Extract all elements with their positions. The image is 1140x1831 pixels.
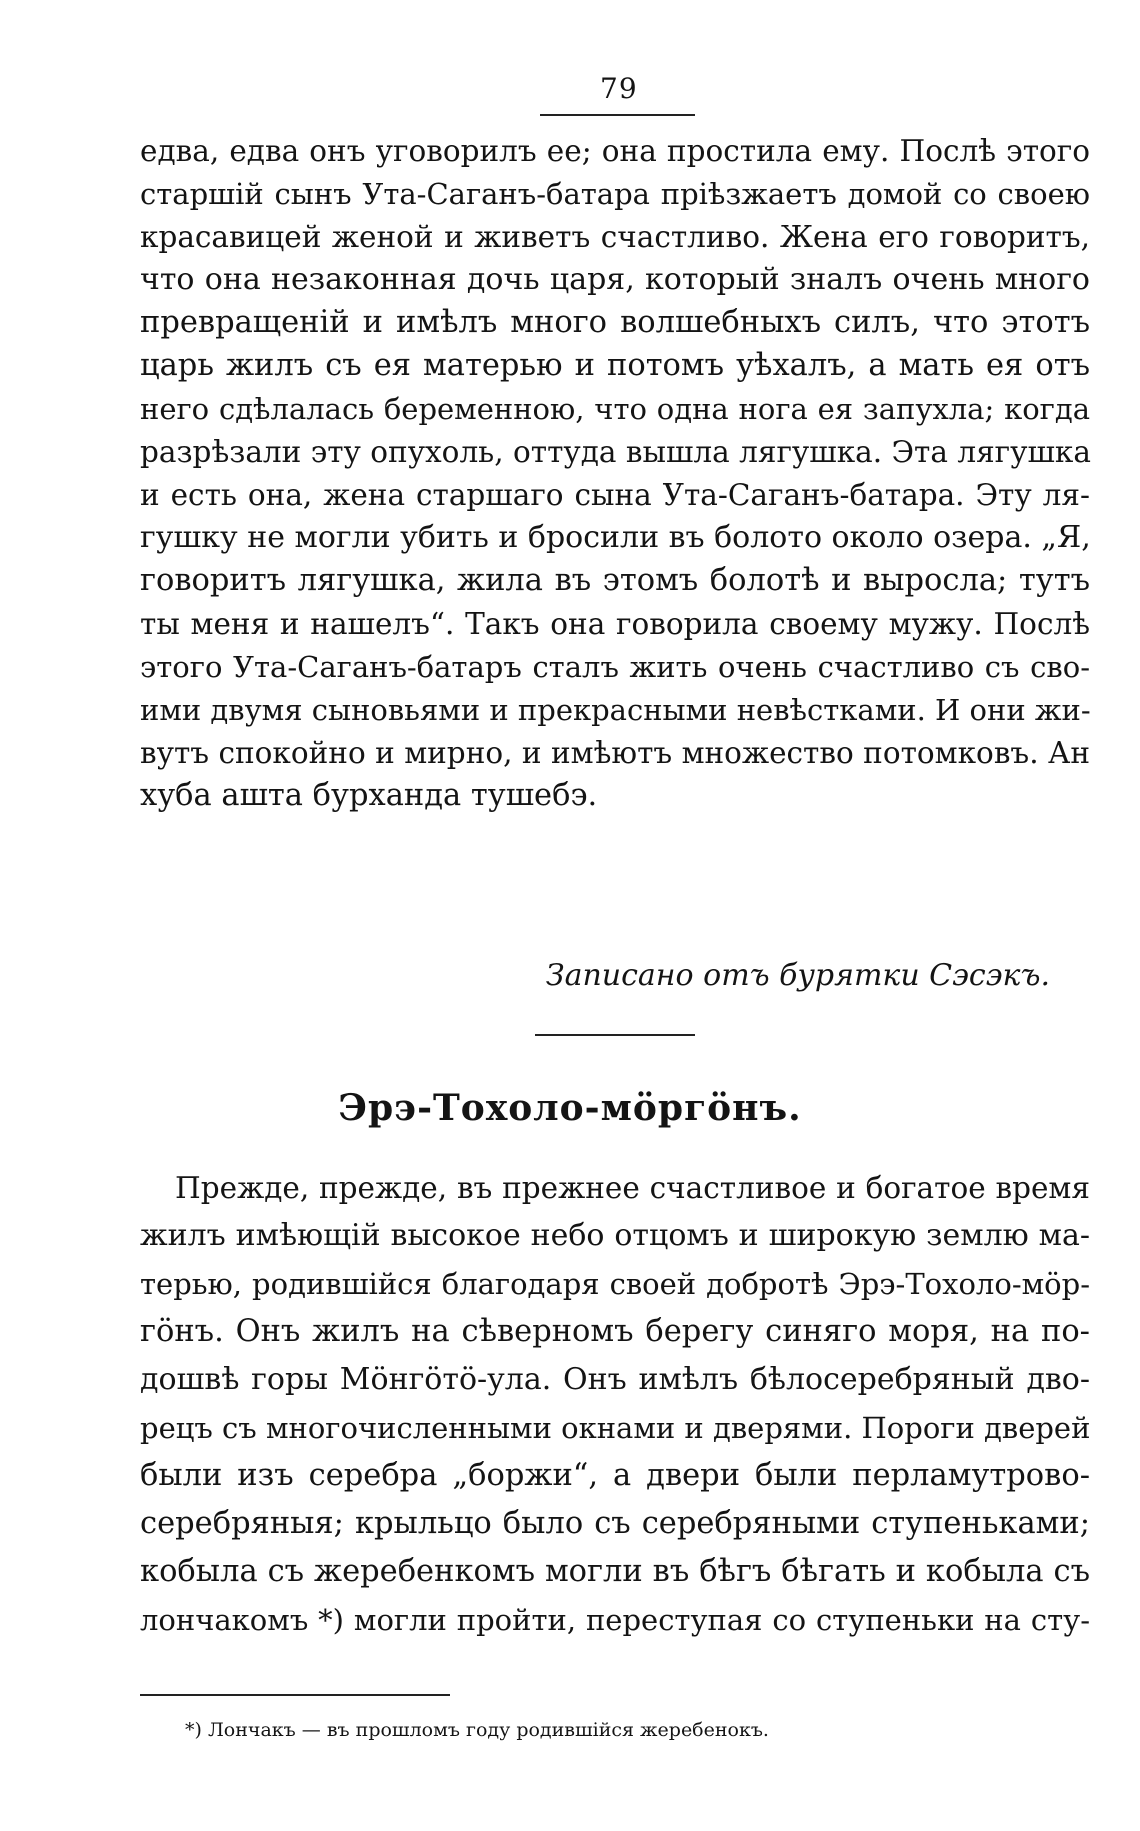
attribution: Записано отъ бурятки Сэсэкъ.	[545, 958, 1050, 993]
text-line: гöнъ. Онъ жилъ на сѣверномъ берегу синяго моря, на по-	[140, 1314, 1090, 1349]
text-line: Прежде, прежде, въ прежнее счастливое и богатое время	[175, 1171, 1090, 1205]
header-rule	[540, 114, 695, 116]
text-line: серебряныя; крыльцо было съ серебряными ступеньками;	[140, 1506, 1090, 1541]
text-line: превращеній и имѣлъ много волшебныхъ силъ, что этотъ	[140, 305, 1090, 340]
text-line: хуба ашта бурханда тушебэ.	[140, 778, 598, 813]
text-line: него сдѣлалась беременною, что одна нога ея запухла; когда	[140, 392, 1090, 426]
text-line: рецъ съ многочисленными окнами и дверями. Пороги дверей	[140, 1411, 1091, 1445]
text-line: говоритъ лягушка, жила въ этомъ болотѣ и выросла; тутъ	[140, 563, 1090, 598]
text-line: царь жилъ съ ея матерью и потомъ уѣхалъ, а мать ея отъ	[140, 348, 1090, 383]
text-line: гушку не могли убить и бросили въ болото около озера. „Я,	[140, 520, 1091, 555]
text-line: этого Ута-Саганъ-батаръ сталъ жить очень счастливо съ сво-	[140, 650, 1090, 684]
text-line: лончакомъ *) могли пройти, переступая со ступеньки на сту-	[140, 1603, 1090, 1637]
text-line: старшій сынъ Ута-Саганъ-батара пріѣзжаетъ домой со своею	[140, 177, 1090, 211]
text-line: что она незаконная дочь царя, который зналъ очень много	[140, 262, 1090, 297]
text-line: красавицей женой и живетъ счастливо. Жена его говоритъ,	[140, 220, 1090, 254]
text-line: терью, родившійся благодаря своей добротѣ Эрэ-Тохоло-мöр-	[140, 1267, 1090, 1301]
text-line: дошвѣ горы Мöнгöтö-ула. Онъ имѣлъ бѣлосеребряный дво-	[140, 1362, 1090, 1397]
footnote: *) Лончакъ — въ прошломъ году родившійся жеребенокъ.	[185, 1719, 769, 1741]
text-line: кобыла съ жеребенкомъ могли въ бѣгъ бѣгать и кобыла съ	[140, 1554, 1090, 1589]
text-line: ими двумя сыновьями и прекрасными невѣстками. И они жи-	[140, 693, 1091, 727]
text-line: ты меня и нашелъ“. Такъ она говорила своему мужу. Послѣ	[140, 607, 1090, 641]
text-line: и есть она, жена старшаго сына Ута-Саганъ-батара. Эту ля-	[140, 478, 1090, 512]
section-divider	[535, 1034, 695, 1036]
page-number: 79	[600, 72, 638, 105]
story-title: Эрэ-Тохоло-мöргöнъ.	[338, 1087, 802, 1129]
text-line: едва, едва онъ уговорилъ ее; она простила ему. Послѣ этого	[140, 134, 1090, 168]
text-line: разрѣзали эту опухоль, оттуда вышла лягушка. Эта лягушка	[140, 435, 1091, 469]
text-line: вутъ спокойно и мирно, и имѣютъ множество потомковъ. Ан	[140, 736, 1090, 770]
text-line: жилъ имѣющій высокое небо отцомъ и широкую землю ма-	[140, 1218, 1090, 1253]
footnote-rule	[140, 1694, 450, 1696]
text-line: были изъ серебра „боржи“, а двери были перламутрово-	[140, 1458, 1090, 1493]
